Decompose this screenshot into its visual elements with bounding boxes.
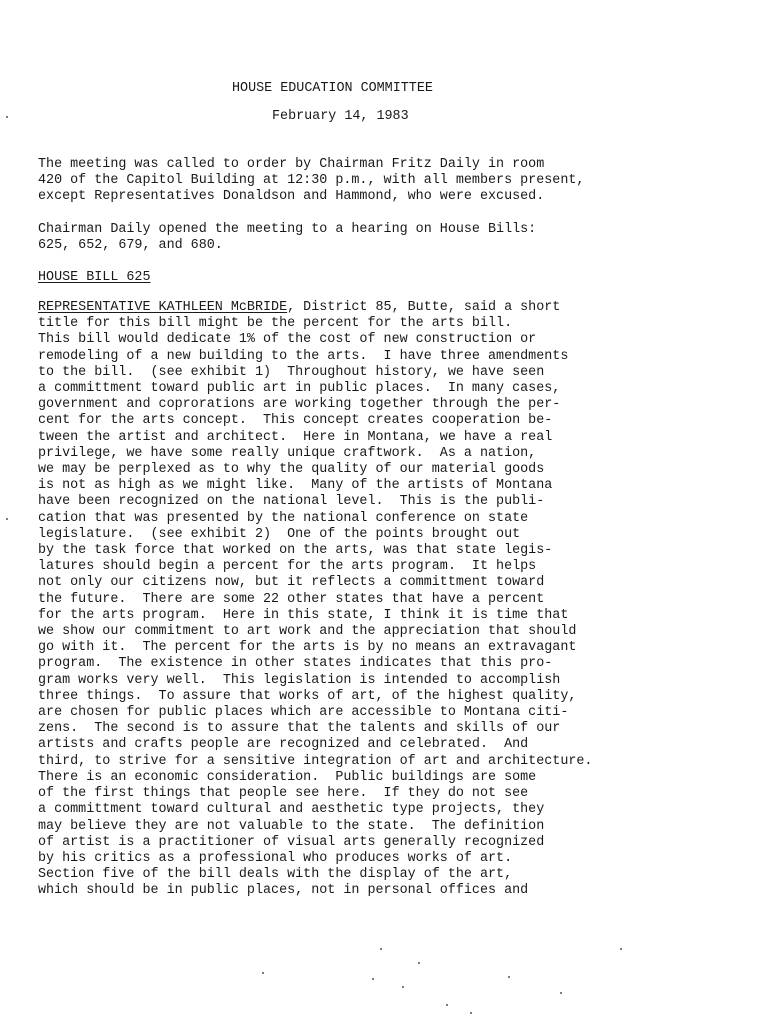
testimony-line: privilege, we have some really unique craftwork. As a nation,	[38, 445, 537, 461]
testimony-line: remodeling of a new building to the arts. I have three amendments	[38, 348, 569, 364]
section-heading: HOUSE BILL 625	[38, 270, 151, 285]
testimony-line: go with it. The percent for the arts is by no means an extravagant	[38, 640, 577, 656]
testimony-line: may believe they are not valuable to the state. The definition	[38, 818, 545, 834]
testimony-line: a committment toward cultural and aesthetic type projects, they	[38, 802, 545, 818]
testimony-line: cation that was presented by the national conference on state	[38, 510, 529, 526]
testimony-line: Section five of the bill deals with the display of the art,	[38, 867, 513, 883]
testimony-line: latures should begin a percent for the arts program. It helps	[38, 559, 537, 575]
testimony-line: have been recognized on the national level. This is the publi-	[38, 494, 545, 510]
testimony-line: the future. There are some 22 other states that have a percent	[38, 591, 545, 607]
speaker-intro: , District 85, Butte, said a short	[287, 300, 561, 315]
paragraph-line: The meeting was called to order by Chairman Fritz Daily in room	[38, 157, 545, 172]
testimony-line: legislature. (see exhibit 2) One of the points brought out	[38, 526, 521, 542]
testimony-line: zens. The second is to assure that the talents and skills of our	[38, 721, 561, 737]
scan-speck	[372, 978, 374, 980]
scan-speck	[6, 518, 8, 520]
testimony-line: to the bill. (see exhibit 1) Throughout history, we have seen	[38, 364, 545, 380]
scan-speck	[6, 116, 8, 118]
testimony-paragraph	[38, 300, 592, 900]
testimony-first-line	[38, 300, 592, 316]
testimony-line: of the first things that people see here. If they do not see	[38, 786, 529, 802]
testimony-line: tween the artist and architect. Here in Montana, we have a real	[38, 429, 553, 445]
testimony-line: we show our commitment to art work and the appreciation that should	[38, 624, 577, 640]
testimony-line: are chosen for public places which are accessible to Montana citi-	[38, 705, 569, 721]
testimony-line: third, to strive for a sensitive integration of art and architecture.	[38, 753, 593, 769]
opening-paragraph	[38, 157, 584, 206]
paragraph-line: 625, 652, 679, and 680.	[38, 238, 223, 254]
scan-speck	[418, 962, 420, 964]
testimony-line: government and coprorations are working together through the per-	[38, 397, 561, 413]
scan-speck	[402, 986, 404, 988]
testimony-line: is not as high as we might like. Many of the artists of Montana	[38, 478, 553, 494]
meeting-date: February 14, 1983	[272, 109, 409, 124]
scan-speck	[470, 1012, 472, 1014]
testimony-line: we may be perplexed as to why the quality of our material goods	[38, 462, 545, 478]
testimony-line: for the arts program. Here in this state, I think it is time that	[38, 607, 569, 623]
speaker-name: REPRESENTATIVE KATHLEEN McBRIDE	[38, 300, 288, 315]
testimony-line: which should be in public places, not in personal offices and	[38, 883, 529, 899]
testimony-line: three things. To assure that works of art, of the highest quality,	[38, 688, 577, 704]
paragraph-line: except Representatives Donaldson and Hammond, who were excused.	[38, 189, 545, 205]
scan-speck	[560, 992, 562, 994]
testimony-line: cent for the arts concept. This concept creates cooperation be-	[38, 413, 553, 429]
scan-speck	[508, 976, 510, 978]
testimony-line: a committment toward public art in public places. In many cases,	[38, 381, 561, 397]
testimony-line: gram works very well. This legislation is intended to accomplish	[38, 672, 561, 688]
scan-speck	[446, 1004, 448, 1006]
testimony-line: of artist is a practitioner of visual arts generally recognized	[38, 834, 545, 850]
testimony-line: There is an economic consideration. Public buildings are some	[38, 769, 537, 785]
committee-title: HOUSE EDUCATION COMMITTEE	[232, 81, 433, 96]
scan-speck	[262, 972, 264, 974]
hearing-paragraph	[38, 222, 536, 254]
testimony-line: not only our citizens now, but it reflects a committment toward	[38, 575, 545, 591]
testimony-line: by the task force that worked on the arts, was that state legis-	[38, 543, 553, 559]
scan-speck	[620, 948, 622, 950]
testimony-line: program. The existence in other states indicates that this pro-	[38, 656, 553, 672]
paragraph-line: 420 of the Capitol Building at 12:30 p.m., with all members present,	[38, 173, 585, 189]
testimony-line: by his critics as a professional who produces works of art.	[38, 850, 513, 866]
testimony-line: title for this bill might be the percent for the arts bill.	[38, 316, 513, 332]
testimony-line: artists and crafts people are recognized and celebrated. And	[38, 737, 529, 753]
testimony-line: This bill would dedicate 1% of the cost of new construction or	[38, 332, 537, 348]
scan-speck	[380, 948, 382, 950]
paragraph-line: Chairman Daily opened the meeting to a hearing on House Bills:	[38, 222, 537, 237]
